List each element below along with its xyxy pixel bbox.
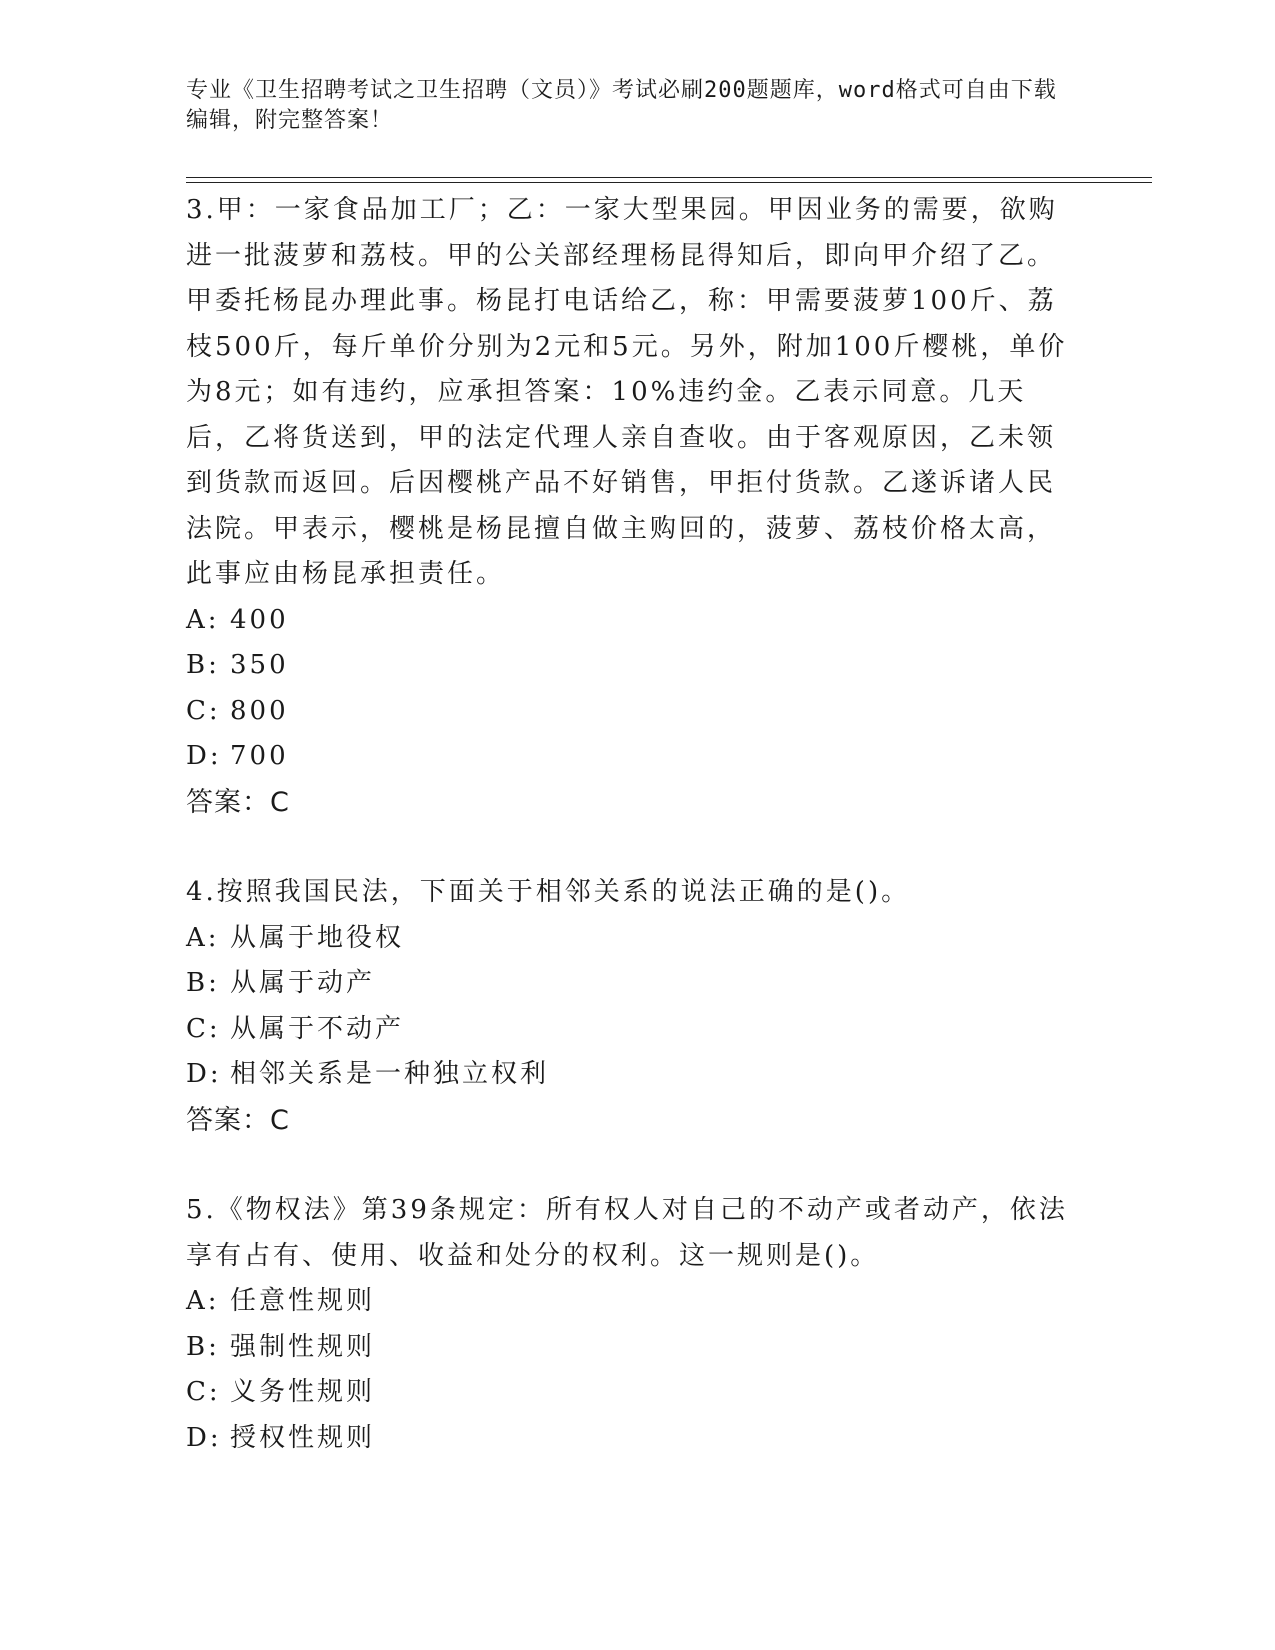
question-text: 5.《物权法》第39条规定：所有权人对自己的不动产或者动产，依法享有占有、使用、收益和处分的权利。这一规则是()。 bbox=[186, 1195, 1068, 1271]
option-a bbox=[186, 1279, 1076, 1325]
document-header-title: 专业《卫生招聘考试之卫生招聘（文员）》考试必刷200题题库，word格式可自由下载编辑，附完整答案！ bbox=[186, 78, 1057, 133]
option-value: 授权性规则 bbox=[230, 1422, 376, 1453]
option-value: 义务性规则 bbox=[230, 1377, 376, 1407]
option-key: B: bbox=[186, 650, 220, 680]
question-text: 4.按照我国民法，下面关于相邻关系的说法正确的是()。 bbox=[186, 877, 911, 907]
header-rule-top bbox=[186, 177, 1152, 178]
option-key: A: bbox=[186, 922, 220, 953]
option-c bbox=[186, 1007, 1076, 1053]
option-key: A: bbox=[186, 1286, 220, 1316]
option-value: 从属于地役权 bbox=[230, 922, 405, 953]
answer-text: 答案：C bbox=[186, 1104, 290, 1136]
option-d bbox=[186, 1052, 1076, 1098]
option-key: D: bbox=[186, 1422, 222, 1453]
option-value: 400 bbox=[230, 604, 289, 635]
question-list bbox=[186, 188, 1076, 1506]
option-key: D: bbox=[186, 741, 222, 771]
option-value: 从属于动产 bbox=[230, 968, 376, 998]
option-a bbox=[186, 916, 1076, 962]
option-key: C: bbox=[186, 1013, 221, 1044]
answer-text: 答案：C bbox=[186, 786, 290, 818]
option-d bbox=[186, 1416, 1076, 1462]
option-d bbox=[186, 734, 1076, 780]
option-c bbox=[186, 1370, 1076, 1416]
option-value: 从属于不动产 bbox=[230, 1013, 405, 1044]
option-value: 350 bbox=[230, 650, 289, 680]
option-key: C: bbox=[186, 1377, 221, 1407]
option-key: A: bbox=[186, 604, 220, 635]
option-key: B: bbox=[186, 968, 220, 998]
option-value: 任意性规则 bbox=[230, 1286, 376, 1316]
header-rule-bottom bbox=[186, 182, 1152, 183]
question-5 bbox=[186, 1188, 1076, 1461]
question-text: 3.甲：一家食品加工厂；乙：一家大型果园。甲因业务的需要，欲购进一批菠萝和荔枝。甲的公关部经理杨昆得知后，即向甲介绍了乙。甲委托杨昆办理此事。杨昆打电话给乙，称：甲需要菠萝100斤、荔枝500斤，每斤单价分别为2元和5元。另外，附加100斤樱桃，单价为8元；如有违约，应承担答案：10%违约金。乙表示同意。几天后，乙将货送到，甲的法定代理人亲自查收。由于客观原因，乙未领到货款而返回。后因樱桃产品不好销售，甲拒付货款。乙遂诉诸人民法院。甲表示，樱桃是杨昆擅自做主购回的，菠萝、荔枝价格太高，此事应由杨昆承担责任。 bbox=[186, 195, 1068, 589]
option-key: C: bbox=[186, 695, 221, 726]
option-value: 相邻关系是一种独立权利 bbox=[230, 1059, 550, 1089]
option-value: 800 bbox=[230, 695, 289, 726]
question-3 bbox=[186, 188, 1076, 825]
option-b bbox=[186, 643, 1076, 689]
option-key: B: bbox=[186, 1331, 220, 1362]
option-c bbox=[186, 689, 1076, 735]
question-4 bbox=[186, 870, 1076, 1143]
option-b bbox=[186, 1325, 1076, 1371]
option-a bbox=[186, 598, 1076, 644]
option-value: 强制性规则 bbox=[230, 1331, 376, 1362]
option-b bbox=[186, 961, 1076, 1007]
option-value: 700 bbox=[230, 741, 289, 771]
option-key: D: bbox=[186, 1059, 222, 1089]
